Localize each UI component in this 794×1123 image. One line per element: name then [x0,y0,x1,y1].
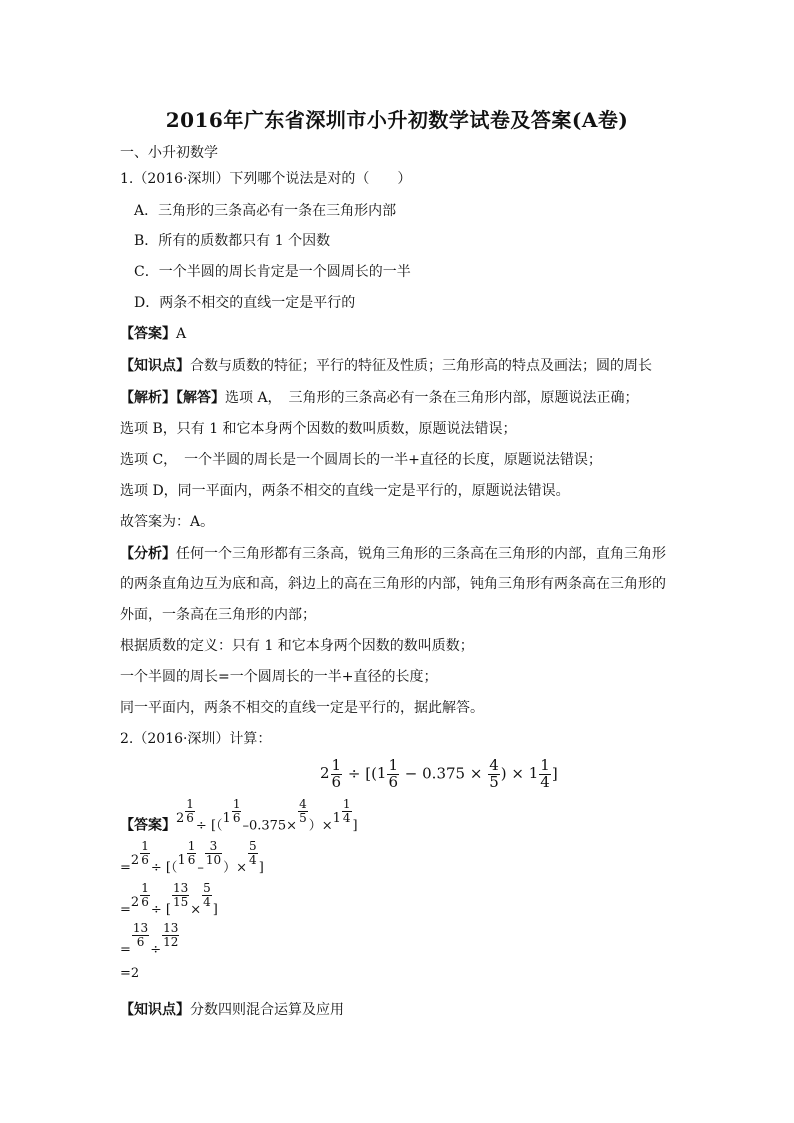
mixed-number-d [528,756,552,791]
whole: 1 [332,810,341,826]
question-1-option-c: C．一个半圆的周长肯定是一个圆周长的一半 [134,264,411,280]
question-1-analysis-line-1 [120,387,639,407]
numerator: 1 [388,756,399,774]
whole: 2 [130,852,140,868]
fraction [387,758,399,791]
fraction [172,882,189,908]
mixed-number-a [320,756,343,791]
operator: ] [258,860,264,876]
fraction [140,840,150,866]
fenxi-label: 【分析】 [120,546,176,562]
denominator: 5 [489,772,499,791]
fraction [298,798,308,824]
numerator: 1 [141,881,149,895]
question-1-fenxi-line-5: 一个半圆的周长=一个圆周长的一半+直径的长度； [120,669,438,685]
question-1-analysis-line-4: 选项 D，同一平面内，两条不相交的直线一定是平行的，原题说法错误。 [120,483,570,499]
mixed-number [176,797,196,834]
analysis-text: 选项 A， 三角形的三条高必有一条在三角形内部，原题说法正确； [225,390,639,406]
operator: ] [352,818,358,834]
document-title: 2016年广东省深圳市小升初数学试卷及答案(A卷) [165,108,629,132]
question-2-answer-step-2 [120,840,264,876]
operator: ）× [308,818,333,834]
operator: ÷ [ [150,902,171,918]
question-1-option-d: D．两条不相交的直线一定是平行的 [134,295,356,311]
mixed-number [177,839,197,876]
denominator: 12 [163,934,179,949]
whole: 2 [130,894,140,910]
fraction [162,922,179,948]
denominator: 4 [540,772,550,791]
question-2-stem: 2.（2016·深圳）计算： [120,731,272,747]
numerator: 4 [299,797,307,811]
question-2-answer-step-4 [120,922,180,958]
knowledge-point-label: 【知识点】 [120,358,190,374]
question-2-knowledge-point [120,999,344,1019]
question-1-option-a: A．三角形的三条高必有一条在三角形内部 [134,203,397,219]
question-1-fenxi-line-6: 同一平面内，两条不相交的直线一定是平行的，据此解答。 [120,700,484,716]
answer-value: A [176,326,187,342]
numerator: 1 [186,797,194,811]
fraction [248,840,258,866]
operator: ] [551,764,558,783]
knowledge-point-text: 合数与质数的特征；平行的特征及性质；三角形高的特点及画法；圆的周长 [190,358,652,374]
denominator: 6 [187,852,196,867]
knowledge-point-label: 【知识点】 [120,1002,190,1018]
denominator: 6 [136,934,145,949]
question-1-fenxi-line-4: 根据质数的定义：只有 1 和它本身两个因数的数叫质数； [120,638,474,654]
section-heading: 一、小升初数学 [120,145,218,161]
operator: ÷ [( [347,764,377,783]
fraction [539,758,551,791]
analysis-label: 【解析】【解答】 [120,390,225,406]
mixed-number [332,797,353,834]
numerator: 3 [205,840,222,854]
equals-sign: = [120,902,131,918]
denominator: 4 [249,852,257,867]
denominator: 6 [232,810,241,825]
operator: ] [212,902,218,918]
whole: 1 [177,852,186,868]
fraction-c [488,758,500,791]
question-1-fenxi-line-3: 外面，一条高在三角形的内部； [120,607,316,623]
mixed-number [222,797,243,834]
operator: –0.375× [242,818,298,834]
question-2-answer-step-3 [120,882,218,918]
operator: – [197,860,204,876]
numerator: 1 [331,756,342,774]
equals-sign: = [120,942,131,958]
equals-sign: = [120,860,131,876]
numerator: 13 [163,921,179,935]
question-1-answer [120,323,186,343]
fraction [140,882,150,908]
numerator: 1 [141,839,149,853]
denominator: 4 [342,810,351,825]
numerator: 4 [489,756,499,774]
numerator: 1 [540,756,550,774]
denominator: 4 [203,894,211,909]
denominator: 5 [299,810,307,825]
mixed-number [130,839,151,876]
whole: 1 [222,810,231,826]
whole: 1 [376,764,387,783]
knowledge-point-text: 分数四则混合运算及应用 [190,1002,344,1018]
answer-label: 【答案】 [120,326,176,342]
fenxi-text: 任何一个三角形都有三条高，锐角三角形的三条高在三角形的内部，直角三角形 [176,546,666,562]
question-2-expression [320,758,558,791]
whole: 1 [528,764,539,783]
mixed-number [130,881,151,918]
numerator: 1 [232,797,241,811]
whole: 2 [176,810,185,826]
mixed-number-b [376,756,400,791]
question-1-analysis-line-3: 选项 C， 一个半圆的周长是一个圆周长的一半+直径的长度，原题说法错误； [120,452,602,468]
question-1-fenxi-line-2: 的两条直角边互为底和高，斜边上的高在三角形的内部，钝角三角形有两条高在三角形的 [120,576,666,592]
denominator: 6 [388,772,399,791]
operator: ÷ [（ [195,818,223,834]
numerator: 5 [203,881,211,895]
question-1-option-b: B．所有的质数都只有 1 个因数 [134,233,331,249]
denominator: 10 [205,852,222,867]
fraction [331,758,343,791]
question-2-answer-step-1 [120,798,358,835]
question-1-fenxi-line-1 [120,543,666,563]
question-2-answer-step-5: =2 [120,966,140,981]
numerator: 1 [342,797,351,811]
fraction [185,798,195,824]
denominator: 15 [172,894,189,909]
operator: ）× [223,860,248,876]
fraction [342,798,352,824]
fraction [132,922,149,948]
question-1-stem: 1.（2016·深圳）下列哪个说法是对的（ ） [120,171,412,187]
whole: 2 [320,764,330,783]
question-1-knowledge-point [120,355,652,375]
numerator: 13 [172,881,189,895]
operator: × [190,902,202,918]
denominator: 6 [141,894,149,909]
denominator: 6 [186,810,194,825]
denominator: 6 [331,772,342,791]
question-1-analysis-line-2: 选项 B，只有 1 和它本身两个因数的数叫质数，原题说法错误； [120,421,517,437]
numerator: 5 [249,839,257,853]
operator: ÷ [（ [150,860,178,876]
operator: − 0.375 × [404,764,483,783]
numerator: 1 [187,839,196,853]
fraction [205,840,222,866]
fraction [187,840,197,866]
numerator: 13 [132,921,149,935]
answer-label: 【答案】 [120,817,176,834]
denominator: 6 [141,852,149,867]
question-1-analysis-line-5: 故答案为：A。 [120,514,215,530]
fraction [202,882,212,908]
operator: ) × [500,764,529,783]
operator: ÷ [150,942,162,958]
fraction [232,798,242,824]
